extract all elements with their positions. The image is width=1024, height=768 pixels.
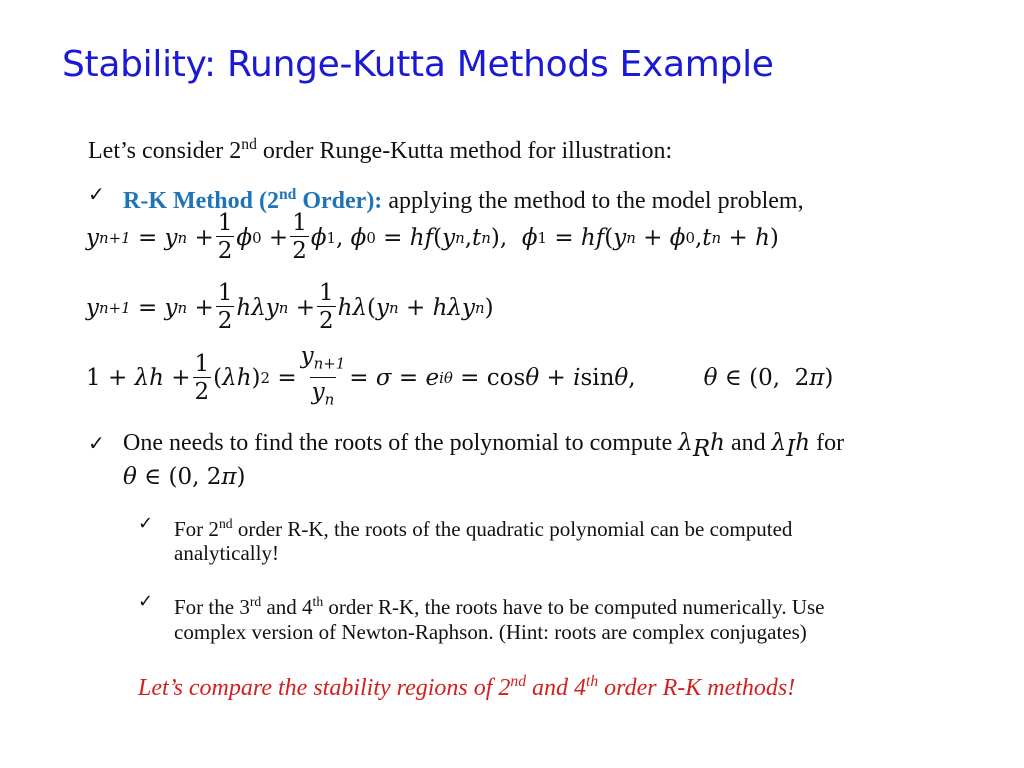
rk-method-text: applying the method to the model problem, — [382, 188, 804, 214]
checkmark-icon: ✓ — [138, 591, 154, 612]
rk-method-label: R-K Method (2nd Order): — [123, 186, 383, 214]
sub-bullet-3rd-4th-order: For the 3rd and 4th order R-K, the roots have to be computed numerically. Use — [174, 594, 825, 619]
sub-bullet-2nd-order-line2: analytically! — [174, 541, 279, 565]
find-roots-text: One needs to find the roots of the polynomial to compute — [123, 430, 679, 456]
conclusion-text: Let’s compare the stability regions of 2nd and 4th order R-K methods! — [138, 673, 796, 701]
find-roots-and: and — [724, 430, 772, 456]
sub-bullet-2nd-order: For 2nd order R-K, the roots of the quadratic polynomial can be computed — [174, 516, 793, 541]
slide-title: Stability: Runge-Kutta Methods Example — [62, 44, 774, 85]
intro-text — [88, 130, 672, 166]
sub-bullet-3rd-4th-order-line2: complex version of Newton-Raphson. (Hint: roots are complex conjugates) — [174, 620, 807, 644]
theta-range: θ ∈ (0, 2π) — [123, 464, 246, 490]
find-roots-for: for — [810, 430, 845, 456]
checkmark-icon: ✓ — [88, 431, 105, 455]
equation-amplification-factor: 1 + λh + $\frac{1}{2}$ ( λh ) 2 = $\frac{y_{n+1}}{y_n}$ = σ = e iθ = cos θ + i sin θ , θ ∈ (0, 2 π ) — [86, 343, 833, 413]
intro-sup: nd — [241, 136, 257, 153]
checkmark-icon: ✓ — [88, 182, 105, 206]
equation-model-problem: y n+1 = y n + $\frac{1}{2}$ hλy n + $\frac{1}{2}$ hλ ( y n + hλy n ) — [86, 280, 494, 334]
checkmark-icon: ✓ — [138, 513, 154, 534]
bullet-find-roots: One needs to find the roots of the polynomial to compute $\lambda_Rh$ and $\lambda_Ih$ for — [123, 430, 845, 462]
intro-text-b: order Runge-Kutta method for illustration: — [256, 138, 673, 164]
equation-rk2-update: y n+1 = y n + $\frac{1}{2}$ ϕ 0 + $\frac{1}{2}$ ϕ 1 , ϕ 0 = hf ( y n , t n ), ϕ 1 = hf ( y n + ϕ 0 , t n + h ) — [86, 210, 779, 264]
intro-text-a: Let’s consider 2 — [88, 138, 242, 164]
